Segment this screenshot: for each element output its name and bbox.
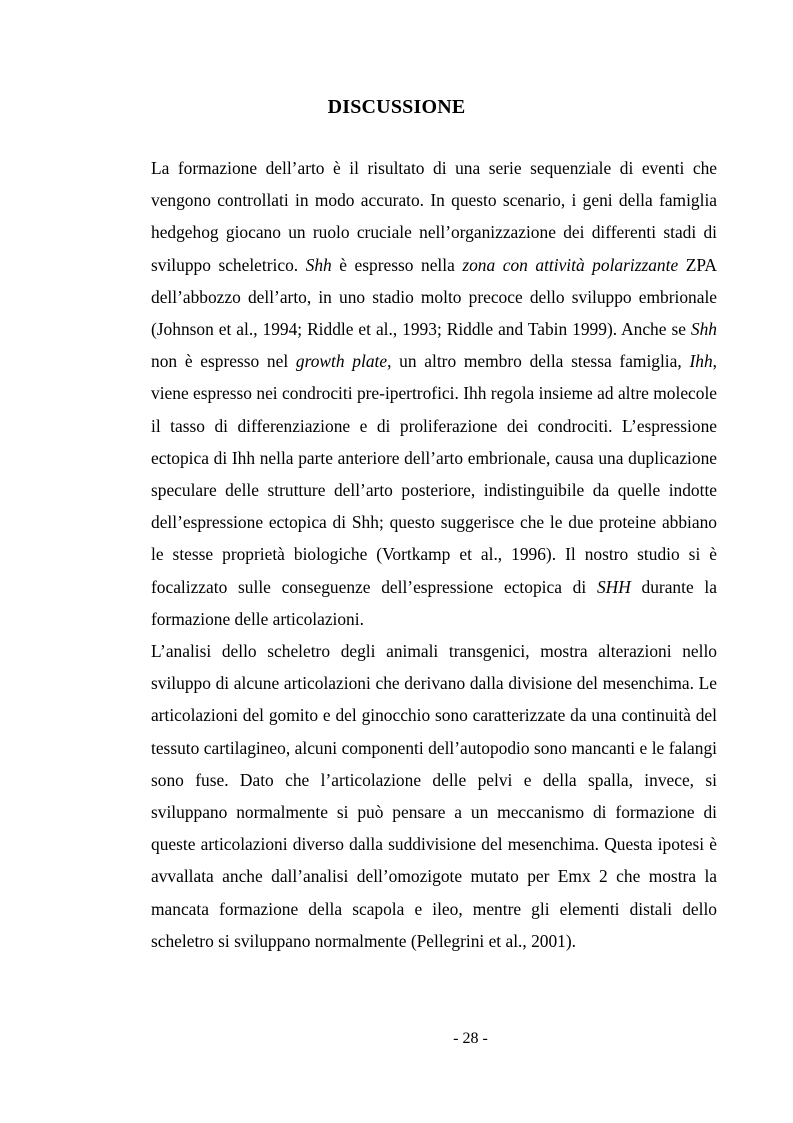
text-segment: , un altro membro della stessa famiglia, [387,351,690,372]
italic-term-shh: Shh [305,254,332,275]
page-number: - 28 - [453,1030,488,1047]
italic-term-shh: Shh [690,319,717,340]
text-segment: La formazione dell’arto è il risultato di una serie sequenziale di eventi che vengono controllati in modo accurato. In questo scenario, i geni della famiglia hedgehog giocano un ruolo cruciale nell’organizzazione dei differenti stadi di sviluppo scheletrico. [151,158,717,275]
italic-term-ihh: Ihh [689,351,713,372]
paragraph-2 [151,635,717,957]
text-segment: durante la formazione delle articolazioni. [151,576,717,629]
italic-term-growth-plate: growth plate [295,351,388,372]
text-segment: è espresso nella [331,254,463,275]
italic-term-shh-upper: SHH [596,576,631,597]
italic-term-zpa: zona con attività polarizzante [462,254,679,275]
text-segment: , viene espresso nei condrociti pre-ipertrofici. Ihh regola insieme ad altre molecole il tasso di differenziazione e di proliferazione dei condrociti. L’espressione ectopica di Ihh nella parte anteriore dell’arto embrionale, causa una duplicazione speculare delle strutture dell’arto posteriore, indistinguibile da quelle indotte dell’espressione ectopica di Shh; questo suggerisce che le due proteine abbiano le stesse proprietà biologiche (Vortkamp et al., 1996). Il nostro studio si è focalizzato sulle conseguenze dell’espressione ectopica di [151,351,717,597]
text-segment: L’analisi dello scheletro degli animali transgenici, mostra alterazioni nello sviluppo di alcune articolazioni che derivano dalla divisione del mesenchima. Le articolazioni del gomito e del ginocchio sono caratterizzate da una continuità del tessuto cartilagineo, alcuni componenti dell’autopodio sono mancanti e le falangi sono fuse. Dato che l’articolazione delle pelvi e della spalla, invece, si sviluppano normalmente si può pensare a un meccanismo di formazione di queste articolazioni diverso dalla suddivisione del mesenchima. Questa ipotesi è avvallata anche dall’analisi dell’omozigote mutato per Emx 2 che mostra la mancata formazione della scapola e ileo, mentre gli elementi distali dello scheletro si sviluppano normalmente (Pellegrini et al., 2001). [151,641,717,951]
body-text [151,152,717,957]
text-segment: ZPA dell’abbozzo dell’arto, in uno stadio molto precoce dello sviluppo embrionale (Johnson et al., 1994; Riddle et al., 1993; Riddle and Tabin 1999). Anche se [151,254,717,340]
paragraph-1 [151,152,717,635]
text-segment: non è espresso nel [151,351,296,372]
section-title: DISCUSSIONE [327,96,466,118]
